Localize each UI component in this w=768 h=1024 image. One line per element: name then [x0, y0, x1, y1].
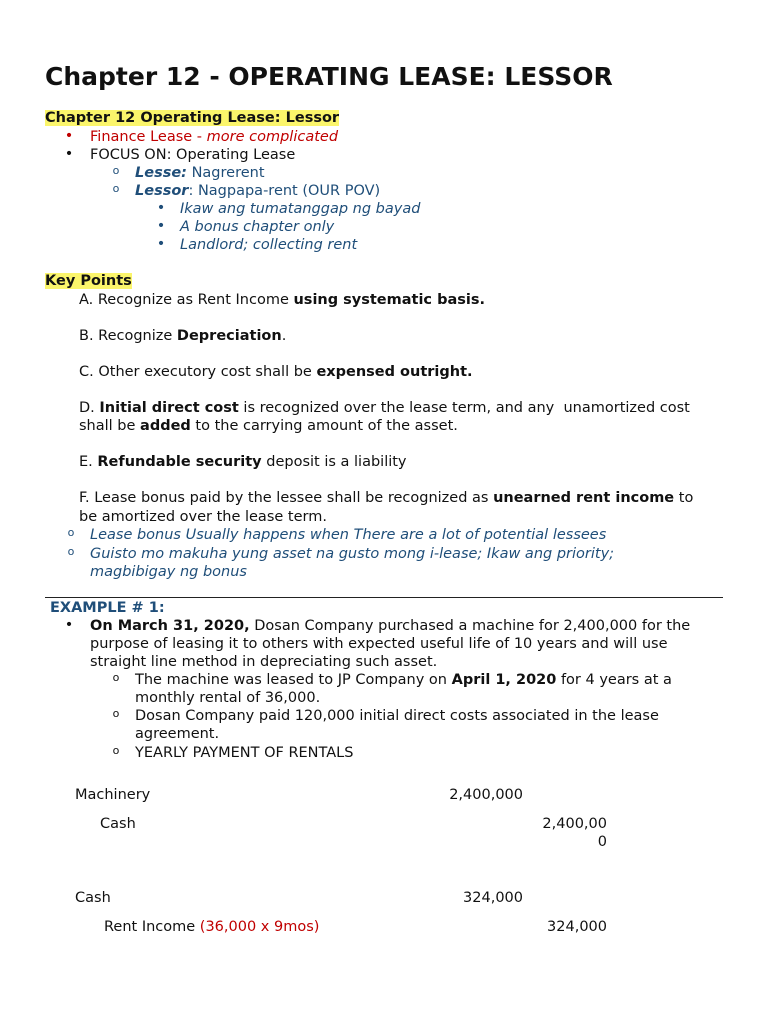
journal-credit-account: Rent Income (36,000 x 9mos) [104, 919, 320, 935]
key-point-d: D. Initial direct cost is recognized over the lease term, and any unamortized cost [79, 400, 690, 416]
circle-bullet-icon: o [112, 164, 120, 177]
list-item: FOCUS ON: Operating Lease [90, 147, 296, 163]
bullet-icon: • [64, 146, 74, 162]
journal-debit-account: Cash [75, 890, 111, 906]
list-item: A bonus chapter only [180, 219, 335, 235]
journal-credit-amount-wrap: 0 [597, 834, 607, 850]
example-sub-item: The machine was leased to JP Company on April 1, 2020 for 4 years at a [135, 672, 672, 688]
bullet-icon: • [64, 128, 74, 144]
bullet-icon: • [156, 218, 166, 234]
journal-debit-amount: 324,000 [463, 890, 523, 906]
note-item-continued: magbibigay ng bonus [90, 564, 247, 580]
example-paragraph: On March 31, 2020, Dosan Company purchased a machine for 2,400,000 for the [90, 618, 691, 634]
example-sub-item: YEARLY PAYMENT OF RENTALS [135, 745, 354, 761]
example-sub-item-continued: monthly rental of 36,000. [135, 690, 321, 706]
bullet-icon: • [64, 617, 74, 633]
list-item: Finance Lease - more complicated [90, 129, 339, 145]
key-point-f: F. Lease bonus paid by the lessee shall be recognized as unearned rent income to [79, 490, 694, 506]
circle-bullet-icon: o [67, 545, 75, 558]
example-sub-item: Dosan Company paid 120,000 initial direct costs associated in the lease [135, 708, 659, 724]
section-heading: Key Points [45, 273, 132, 289]
horizontal-divider [45, 597, 723, 598]
key-point-d-continued: shall be added to the carrying amount of the asset. [79, 418, 458, 434]
page-title: Chapter 12 - OPERATING LEASE: LESSOR [45, 62, 613, 91]
journal-credit-amount: 324,000 [547, 919, 607, 935]
key-point-c: C. Other executory cost shall be expensed outright. [79, 364, 473, 380]
bullet-icon: • [156, 236, 166, 252]
journal-debit-account: Machinery [75, 787, 151, 803]
note-item: Guisto mo makuha yung asset na gusto mong i-lease; Ikaw ang priority; [90, 546, 615, 562]
circle-bullet-icon: o [112, 744, 120, 757]
circle-bullet-icon: o [112, 707, 120, 720]
list-item: Lessor: Nagpapa-rent (OUR POV) [135, 183, 381, 199]
example-sub-item-continued: agreement. [135, 726, 220, 742]
key-point-f-continued: be amortized over the lease term. [79, 509, 327, 525]
journal-credit-amount: 2,400,00 [542, 816, 607, 832]
circle-bullet-icon: o [112, 671, 120, 684]
example-paragraph-line: purpose of leasing it to others with expected useful life of 10 years and will use [90, 636, 668, 652]
journal-debit-amount: 2,400,000 [449, 787, 523, 803]
circle-bullet-icon: o [112, 182, 120, 195]
key-point-e: E. Refundable security deposit is a liability [79, 454, 407, 470]
example-paragraph-line: straight line method in depreciating such asset. [90, 654, 438, 670]
example-heading: EXAMPLE # 1: [50, 600, 165, 616]
note-item: Lease bonus Usually happens when There are a lot of potential lessees [90, 527, 607, 543]
key-point-a: A. Recognize as Rent Income using systematic basis. [79, 292, 485, 308]
key-point-b: B. Recognize Depreciation. [79, 328, 287, 344]
list-item: Lesse: Nagrerent [135, 165, 265, 181]
circle-bullet-icon: o [67, 526, 75, 539]
journal-credit-account: Cash [100, 816, 136, 832]
list-item: Ikaw ang tumatanggap ng bayad [180, 201, 421, 217]
section-heading: Chapter 12 Operating Lease: Lessor [45, 110, 340, 126]
list-item: Landlord; collecting rent [180, 237, 358, 253]
bullet-icon: • [156, 200, 166, 216]
